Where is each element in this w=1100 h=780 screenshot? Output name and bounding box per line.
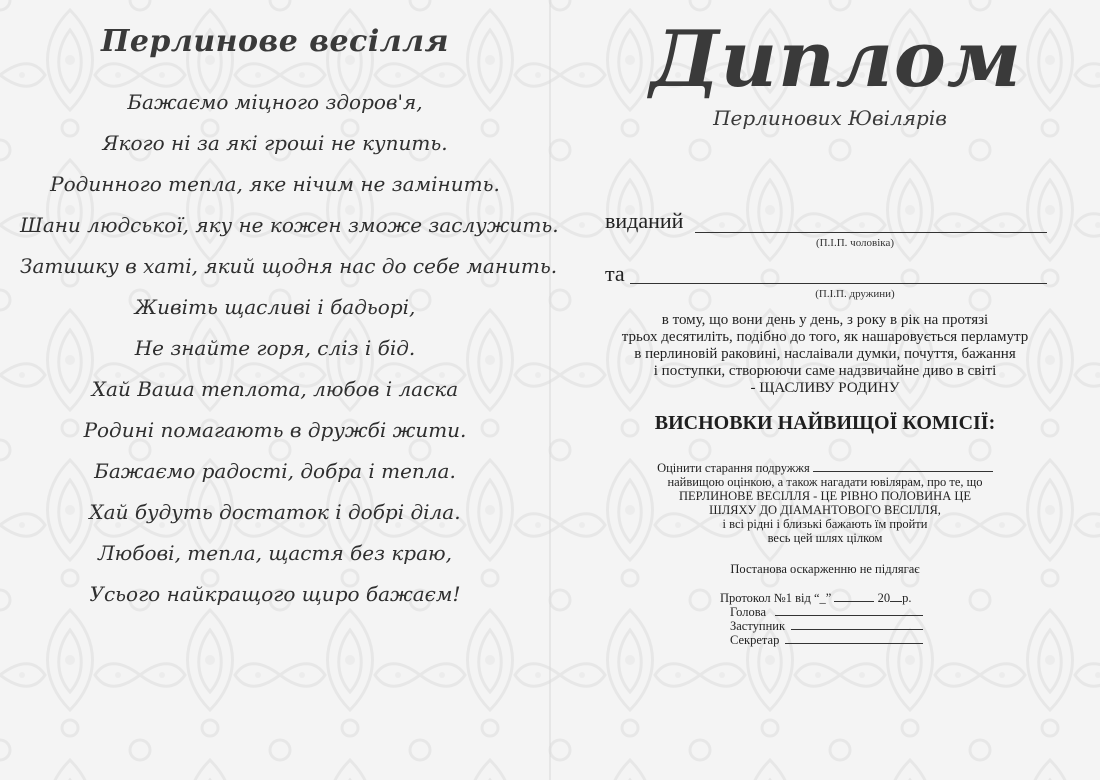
and-label: та [605,261,625,286]
protocol-prefix: Протокол №1 від “_” [720,591,832,605]
poem-line: Шани людської, яку не кожен зможе заслужить. [20,213,559,237]
paragraph-line: трьох десятиліть, подібно до того, як нашаровується перламутр [621,329,1029,345]
poem-line: Живіть щасливі і бадьорі, [134,295,416,319]
poem-line: Родинного тепла, яке нічим не замінить. [50,172,500,196]
signatory-label: Голова [730,605,766,619]
diploma-page [550,0,1100,780]
commission-line: найвищою оцінкою, а також нагадати ювілярам, про те, що [667,475,983,489]
protocol-month-blank [834,590,874,602]
assess-line [605,460,1045,475]
protocol-year-blank [890,590,902,602]
signatory-label: Заступник [730,619,786,633]
diploma-paragraph [590,312,1060,397]
signature-blank [775,604,923,616]
paragraph-line: - ЩАСЛИВУ РОДИНУ [750,380,900,396]
poem-line: Родині помагають в дружбі жити. [83,418,467,442]
commission-line: ШЛЯХУ ДО ДІАМАНТОВОГО ВЕСІЛЛЯ, [709,503,941,517]
commission-line: ПЕРЛИНОВЕ ВЕСІЛЛЯ - ЦЕ РІВНО ПОЛОВИНА ЦЕ [678,489,972,503]
poem-line: Любові, тепла, щастя без краю, [97,541,452,565]
signatory-label: Секретар [730,633,780,647]
paragraph-line: в тому, що вони день у день, з року в рік на протязі [661,312,989,328]
diploma-subtitle: Перлинових Ювілярів [713,106,947,130]
poem-line: Бажаємо міцного здоров'я, [127,90,423,114]
poem-line: Не знайте горя, сліз і бід. [134,336,416,360]
poem-lines [20,82,559,615]
issued-label: виданий [605,208,684,233]
signature-row [730,632,923,648]
husband-name-line [695,232,1047,233]
assess-label: Оцінити старання подружжя [657,461,810,475]
wife-name-hint: (П.І.П. дружини) [815,288,895,300]
poem-line: Хай Ваша теплота, любов і ласка [91,377,459,401]
poem-line: Хай будуть достаток і добрі діла. [89,500,461,524]
wife-name-line [630,283,1047,284]
poem-line: Затишку в хаті, який щодня нас до себе манить. [20,254,558,278]
not-appealable-note: Постанова оскарженню не підлягає [730,562,920,576]
commission-block [605,460,1045,545]
protocol-suffix: р. [902,591,912,605]
commission-line: і всі рідні і близькі бажають їм пройти [722,517,928,531]
poem-line: Бажаємо радості, добра і тепла. [94,459,456,483]
paragraph-line: і поступки, створюючи саме надзвичайне диво в світі [653,363,997,379]
husband-name-hint: (П.І.П. чоловіка) [815,237,895,249]
signature-blank [791,618,923,630]
commission-line: весь цей шлях цілком [767,531,883,545]
protocol-year: 20 [877,591,891,605]
assess-blank [813,460,993,472]
paragraph-line: в перлиновій раковині, наслаівали думки, почуття, бажання [634,346,1016,362]
poem-title: Перлинове весілля [100,24,450,59]
conclusions-heading: ВИСНОВКИ НАЙВИЩОЇ КОМІСІЇ: [654,412,996,434]
poem-line: Усього найкращого щиро бажаєм! [89,582,461,606]
poem-line: Якого ні за які гроші не купить. [102,131,448,155]
signature-blank [785,632,923,644]
diploma-title: Диплом [650,14,1023,105]
